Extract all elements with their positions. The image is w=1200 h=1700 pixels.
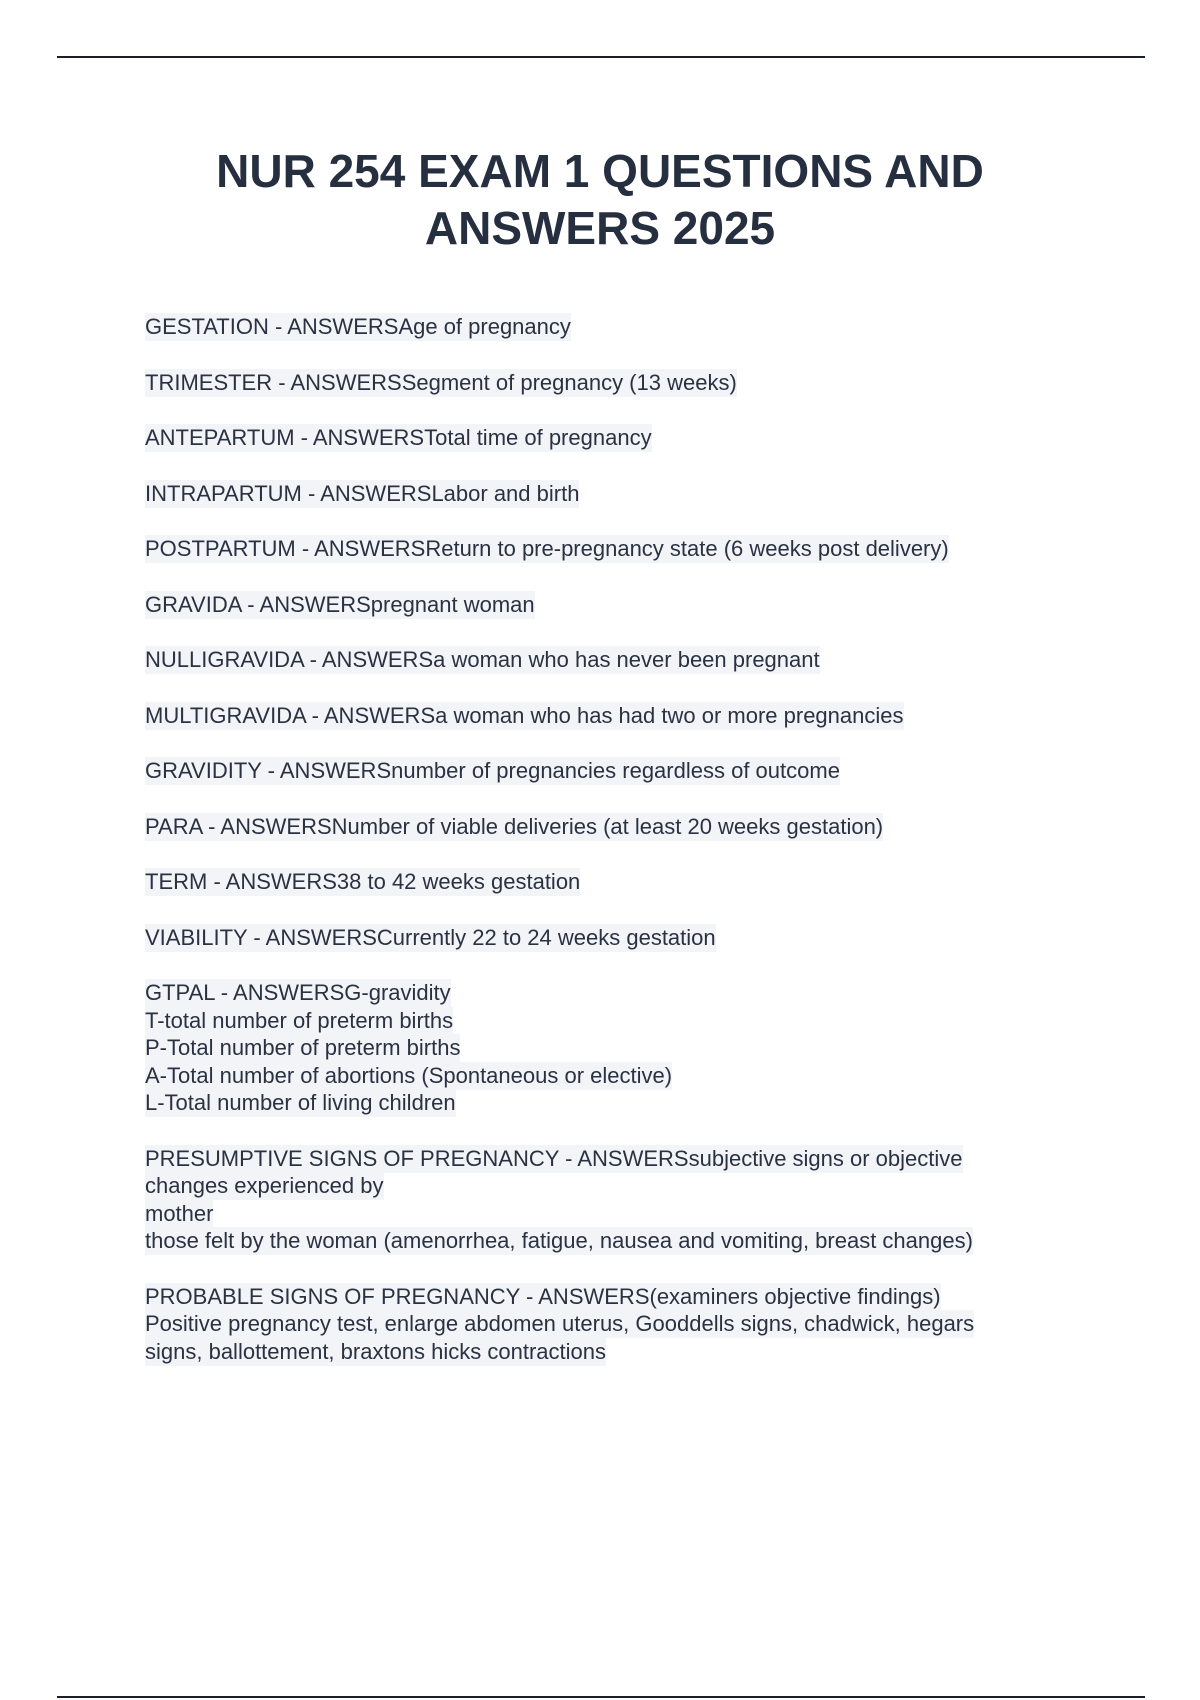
qa-item-multigravida: [145, 702, 1075, 730]
qa-answer: number of pregnancies regardless of outcome: [391, 758, 840, 783]
title-line-2: ANSWERS 2025: [424, 202, 776, 254]
top-divider: [57, 56, 1145, 58]
qa-separator: - ANSWERS: [207, 869, 337, 894]
qa-answer: pregnant woman: [370, 591, 535, 617]
qa-answer: Age of pregnancy: [398, 314, 571, 339]
qa-item-gtpal: [145, 979, 1075, 1117]
qa-item-gestation: [145, 313, 1075, 341]
qa-item-trimester: [145, 369, 1075, 397]
qa-item-para: [145, 813, 1075, 841]
qa-separator: - ANSWERS: [214, 980, 345, 1005]
qa-item-antepartum: [145, 424, 1075, 452]
qa-separator: - ANSWERS: [519, 1283, 650, 1309]
qa-term: ANTEPARTUM: [145, 425, 295, 450]
qa-answer-line: Positive pregnancy test, enlarge abdomen uterus, Gooddells signs, chadwick, hegars: [145, 1311, 975, 1336]
qa-item-nulligravida: [145, 646, 1075, 674]
qa-term: NULLIGRAVIDA: [145, 647, 304, 672]
qa-separator: - ANSWERS: [303, 647, 434, 672]
qa-answer-line: signs, ballottement, braxtons hicks contractions: [145, 1338, 607, 1364]
qa-separator: - ANSWERS: [241, 591, 371, 617]
qa-separator: - ANSWERS: [294, 425, 425, 450]
qa-answer: Return to pre-pregnancy state (6 weeks post delivery): [425, 536, 949, 561]
qa-answer-line: changes experienced by: [145, 1173, 384, 1198]
qa-answer-line: L-Total number of living children: [145, 1090, 456, 1115]
qa-term: MULTIGRAVIDA: [145, 702, 306, 728]
qa-term: GRAVIDITY: [145, 758, 262, 783]
qa-answer: (examiners objective findings): [649, 1283, 941, 1309]
qa-term: VIABILITY: [145, 924, 248, 950]
qa-term: GRAVIDA: [145, 591, 242, 617]
qa-term: PROBABLE SIGNS OF PREGNANCY: [145, 1283, 520, 1309]
qa-answer: Number of viable deliveries (at least 20 weeks gestation): [331, 813, 884, 839]
qa-term: POSTPARTUM: [145, 536, 296, 561]
qa-separator: - ANSWERS: [301, 480, 432, 506]
qa-answer-line: mother: [145, 1200, 214, 1226]
qa-separator: - ANSWERS: [268, 314, 399, 339]
qa-item-postpartum: [145, 535, 1075, 563]
bottom-divider: [57, 1696, 1145, 1698]
qa-term: TERM: [145, 869, 208, 894]
document-title: [100, 143, 1100, 257]
qa-term: PRESUMPTIVE SIGNS OF PREGNANCY: [145, 1145, 560, 1171]
qa-item-gravida: [145, 591, 1075, 619]
qa-item-gravidity: [145, 757, 1075, 785]
qa-term: TRIMESTER: [145, 369, 273, 395]
qa-answer-line: P-Total number of preterm births: [145, 1035, 461, 1060]
qa-term: PARA: [145, 813, 203, 839]
qa-answer: Labor and birth: [431, 480, 580, 506]
qa-item-intrapartum: [145, 480, 1075, 508]
qa-separator: - ANSWERS: [295, 536, 426, 561]
qa-term: INTRAPARTUM: [145, 480, 302, 506]
qa-answer-line: T-total number of preterm births: [145, 1007, 454, 1033]
qa-term: GTPAL: [145, 980, 215, 1005]
qa-term: GESTATION: [145, 314, 269, 339]
qa-item-viability: [145, 924, 1075, 952]
qa-answer: Currently 22 to 24 weeks gestation: [376, 924, 716, 950]
qa-answer: 38 to 42 weeks gestation: [336, 869, 581, 894]
qa-answer: a woman who has never been pregnant: [433, 647, 820, 672]
qa-separator: - ANSWERS: [559, 1145, 689, 1171]
title-line-1: NUR 254 EXAM 1 QUESTIONS AND: [216, 145, 984, 197]
qa-item-term: [145, 868, 1075, 896]
qa-separator: - ANSWERS: [305, 702, 436, 728]
qa-answer: subjective signs or objective: [688, 1145, 963, 1171]
qa-list: [145, 313, 1075, 1393]
qa-separator: - ANSWERS: [202, 813, 332, 839]
qa-answer: a woman who has had two or more pregnancies: [435, 702, 904, 728]
qa-separator: - ANSWERS: [247, 924, 377, 950]
qa-answer: Total time of pregnancy: [424, 425, 652, 450]
qa-answer-line: those felt by the woman (amenorrhea, fatigue, nausea and vomiting, breast changes): [145, 1228, 973, 1253]
qa-item-presumptive-signs: [145, 1145, 1075, 1255]
qa-separator: - ANSWERS: [272, 369, 402, 395]
qa-separator: - ANSWERS: [261, 758, 392, 783]
qa-answer: G-gravidity: [344, 980, 451, 1005]
qa-answer: Segment of pregnancy (13 weeks): [401, 369, 737, 395]
qa-item-probable-signs: [145, 1283, 1075, 1366]
qa-answer-line: A-Total number of abortions (Spontaneous or elective): [145, 1062, 673, 1088]
